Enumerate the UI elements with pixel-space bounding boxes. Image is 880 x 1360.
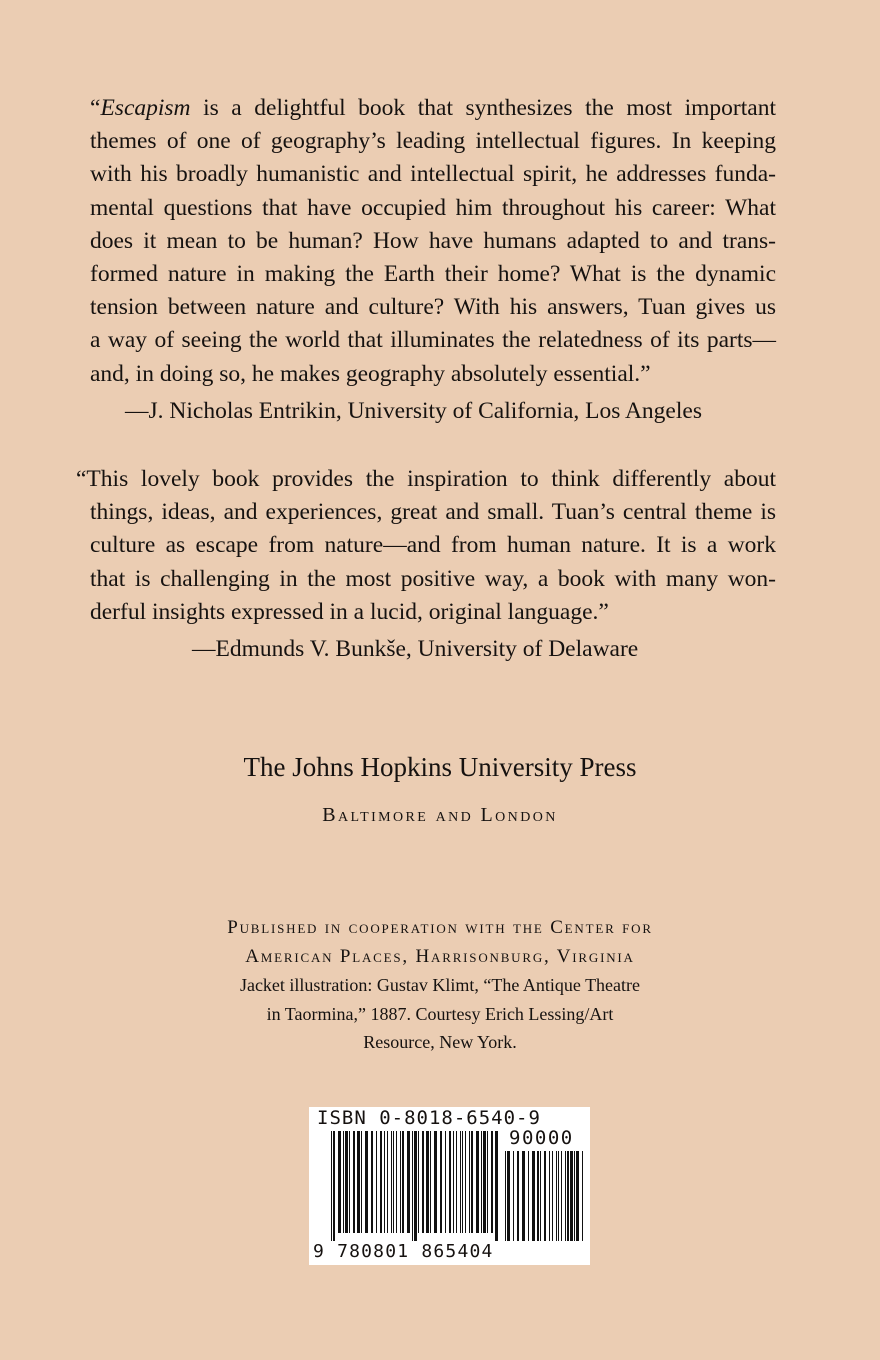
publication-credits xyxy=(0,914,880,1057)
publisher-place: Baltimore and London xyxy=(322,804,558,826)
isbn-barcode xyxy=(309,1107,590,1265)
barcode-bar xyxy=(407,1131,410,1233)
barcode-bar xyxy=(384,1131,385,1233)
barcode-bar xyxy=(576,1151,579,1241)
barcode-bar xyxy=(376,1131,377,1233)
publisher-name: The Johns Hopkins University Press xyxy=(243,752,637,782)
quote-attribution-entrikin: —J. Nicholas Entrikin, University of California, Los Angeles xyxy=(125,398,702,424)
quote-line: with his broadly humanistic and intellectual spirit, he addresses funda- xyxy=(90,161,776,188)
quote-line: derful insights expressed in a lucid, original language.” xyxy=(90,598,609,625)
barcode-bar xyxy=(544,1151,546,1241)
quote-line: tension between nature and culture? With his answers, Tuan gives us xyxy=(90,294,776,321)
barcode-bar xyxy=(507,1151,510,1241)
barcode-bar xyxy=(495,1131,498,1241)
barcode-bar xyxy=(440,1131,442,1233)
barcode-bar xyxy=(445,1131,446,1233)
barcode-bar xyxy=(338,1131,341,1233)
barcode-bar xyxy=(552,1151,553,1241)
quote-attribution-bunkse: —Edmunds V. Bunkše, University of Delaware xyxy=(192,636,639,662)
barcode-bar xyxy=(371,1131,373,1233)
jacket-credit-line: Resource, New York. xyxy=(363,1032,517,1052)
quote-line: things, ideas, and experiences, great and small. Tuan’s central theme is xyxy=(90,499,776,526)
barcode-bar xyxy=(345,1131,348,1233)
barcode-bar xyxy=(469,1131,470,1233)
quote-line: culture as escape from nature—and from human nature. It is a work xyxy=(90,532,776,559)
barcode-bar xyxy=(353,1131,355,1233)
barcode-bar xyxy=(465,1131,466,1233)
barcode-bar xyxy=(540,1151,541,1241)
barcode-bar xyxy=(453,1131,454,1233)
barcode-bar xyxy=(558,1151,559,1241)
barcode-bar xyxy=(430,1131,431,1233)
barcode-bar xyxy=(426,1131,429,1233)
cooperation-line: Published in cooperation with the Center for xyxy=(227,917,653,938)
barcode-bar xyxy=(365,1131,368,1233)
price-code: 90000 xyxy=(509,1127,574,1149)
quote-line: “Escapism is a delightful book that synthesizes the most important xyxy=(90,95,776,121)
barcode-bar xyxy=(565,1151,566,1241)
barcode-bar xyxy=(471,1131,473,1233)
endorsement-quote-bunkse xyxy=(76,463,776,629)
barcode-bar xyxy=(537,1151,539,1241)
quote-line: “This lovely book provides the inspiration to think differently about xyxy=(76,466,776,492)
barcode-bar xyxy=(434,1131,437,1233)
barcode-bar xyxy=(414,1131,417,1241)
quote-line: that is challenging in the most positive way, a book with many won- xyxy=(90,565,776,592)
barcode-bar xyxy=(422,1131,424,1233)
quote-line: a way of seeing the world that illuminates the relatedness of its parts— xyxy=(90,327,776,354)
barcode-bar xyxy=(481,1131,482,1233)
barcode-bar xyxy=(402,1131,404,1233)
book-title-italic: Escapism xyxy=(100,95,191,121)
jacket-credit-line: Jacket illustration: Gustav Klimt, “The Antique Theatre xyxy=(239,975,641,995)
barcode-bar xyxy=(582,1151,583,1241)
barcode-bar xyxy=(567,1151,569,1241)
barcode-bar xyxy=(532,1151,535,1241)
barcode-bar xyxy=(331,1131,332,1241)
barcode-bar xyxy=(561,1151,562,1241)
jacket-credit-line: in Taormina,” 1887. Courtesy Erich Lessing/Art xyxy=(266,1003,614,1024)
barcode-bar xyxy=(456,1131,457,1233)
barcode-bar xyxy=(357,1131,360,1233)
barcode-bar xyxy=(400,1131,401,1233)
barcode-bar xyxy=(418,1131,419,1233)
barcode-bar xyxy=(462,1131,463,1233)
barcode-bar xyxy=(487,1131,488,1233)
barcode-bar xyxy=(361,1131,362,1233)
barcode-bar xyxy=(522,1151,525,1241)
barcode-bar xyxy=(556,1151,557,1241)
quote-line: does it mean to be human? How have humans adapted to and trans- xyxy=(90,227,776,254)
barcode-bar xyxy=(343,1131,344,1233)
endorsement-quote-entrikin xyxy=(90,92,776,391)
barcode-bar xyxy=(491,1131,493,1233)
barcode-bar xyxy=(349,1131,350,1233)
barcode-bar xyxy=(333,1131,335,1241)
barcode-bar xyxy=(517,1151,519,1241)
barcode-bar xyxy=(393,1131,394,1233)
barcode-bar xyxy=(505,1151,506,1241)
quote-line: formed nature in making the Earth their home? What is the dynamic xyxy=(90,261,776,288)
barcode-bar xyxy=(483,1131,486,1233)
barcode-bar xyxy=(449,1131,451,1233)
barcode-bar xyxy=(570,1151,573,1241)
barcode-bar xyxy=(380,1131,382,1233)
barcode-bar xyxy=(412,1131,413,1241)
barcode-bar xyxy=(391,1131,392,1233)
barcode-bar xyxy=(396,1131,397,1233)
quote-line: mental questions that have occupied him throughout his career: What xyxy=(90,194,776,221)
cooperation-line: American Places, Harrisonburg, Virginia xyxy=(245,945,635,967)
isbn-label: ISBN 0-8018-6540-9 xyxy=(317,1107,541,1129)
barcode-bar xyxy=(549,1151,550,1241)
quote-line: themes of one of geography’s leading intellectual figures. In keeping xyxy=(90,128,776,155)
barcode-bar xyxy=(513,1151,514,1241)
ean-digits: 9 780801 865404 xyxy=(313,1241,494,1262)
barcode-bar xyxy=(476,1131,479,1233)
quote-line: and, in doing so, he makes geography absolutely essential.” xyxy=(90,360,651,387)
barcode-bar xyxy=(460,1131,461,1233)
barcode-bar xyxy=(528,1151,529,1241)
barcode-bar xyxy=(387,1131,388,1233)
barcode-bar xyxy=(574,1151,575,1241)
